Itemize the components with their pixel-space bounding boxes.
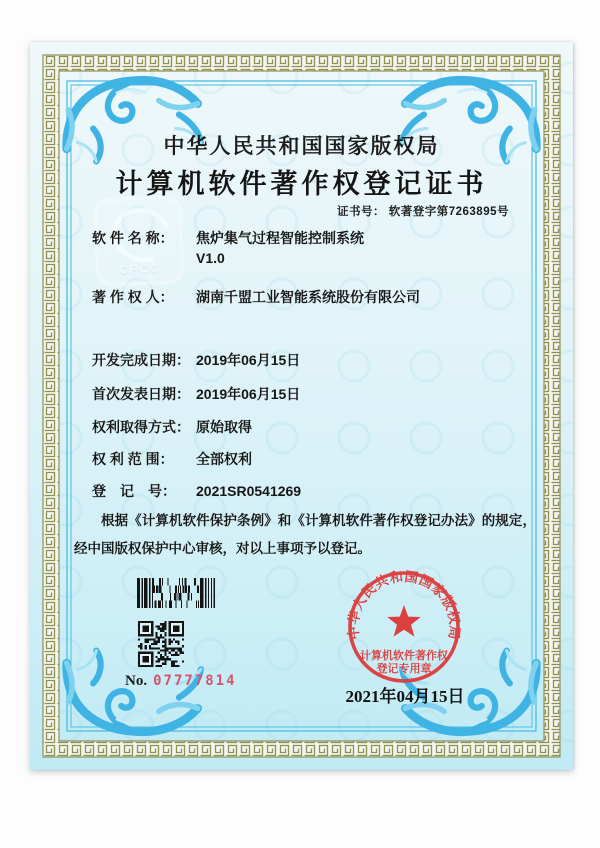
greek-key-border-right <box>544 55 560 757</box>
field-label: 登 记 号： <box>92 483 176 499</box>
greek-key-border-top <box>43 55 560 71</box>
serial-label: No. <box>125 673 148 689</box>
seal-line2: 登记专用章 <box>376 663 432 675</box>
field-dev-complete-date <box>92 350 542 370</box>
field-label: 权利取得方式： <box>92 419 190 435</box>
field-value: 2021SR0541269 <box>196 483 302 499</box>
field-label: 著 作 权 人： <box>92 289 174 305</box>
issuing-authority-title: 中华人民共和国国家版权局 <box>163 134 440 158</box>
field-copyright-owner <box>92 287 542 307</box>
field-first-publish-date <box>92 384 542 404</box>
field-software-name <box>92 228 542 268</box>
field-label: 权 利 范 围： <box>92 451 174 467</box>
certificate-number-line <box>337 203 509 219</box>
qr-code <box>138 621 184 667</box>
field-value <box>196 228 364 268</box>
issue-date: 2021年04月15日 <box>345 687 465 706</box>
field-label: 首次发表日期： <box>92 386 190 402</box>
registration-statement: 根据《计算机软件保护条例》和《计算机软件著作权登记办法》的规定，经中国版权保护中心审核，对以上事项予以登记。 <box>74 513 536 556</box>
certificate-paper <box>30 42 573 770</box>
field-value: 湖南千盟工业智能系统股份有限公司 <box>196 289 420 305</box>
cpcc-watermark-text: CPCC <box>118 261 162 277</box>
field-rights-scope <box>92 449 542 469</box>
field-registration-number <box>92 481 542 501</box>
field-value: 原始取得 <box>196 419 252 435</box>
field-value: 2019年06月15日 <box>196 386 301 402</box>
greek-key-border-left <box>43 55 59 757</box>
software-name: 焦炉集气过程智能控制系统 <box>196 230 364 246</box>
field-label: 开发完成日期： <box>92 352 190 368</box>
seal-line1: 计算机软件著作权 <box>360 650 448 662</box>
field-value: 全部权利 <box>196 451 252 467</box>
field-label: 软 件 名 称： <box>92 230 174 246</box>
pdf417-barcode <box>137 578 215 608</box>
official-red-seal <box>345 568 463 686</box>
certificate-title: 计算机软件著作权登记证书 <box>115 169 488 199</box>
field-rights-acquisition <box>92 417 542 437</box>
seal-star-icon <box>387 605 420 637</box>
seal-ring-text: 中华人民共和国国家版权局 <box>345 568 463 641</box>
serial-number-line <box>125 673 237 690</box>
software-version: V1.0 <box>196 250 225 266</box>
serial-number: 07777814 <box>153 673 237 689</box>
certificate-number-value: 软著登字第7263895号 <box>388 206 509 218</box>
greek-key-border-bottom <box>43 741 560 757</box>
field-value: 2019年06月15日 <box>196 352 301 368</box>
certificate-number-label: 证书号： <box>337 206 386 218</box>
